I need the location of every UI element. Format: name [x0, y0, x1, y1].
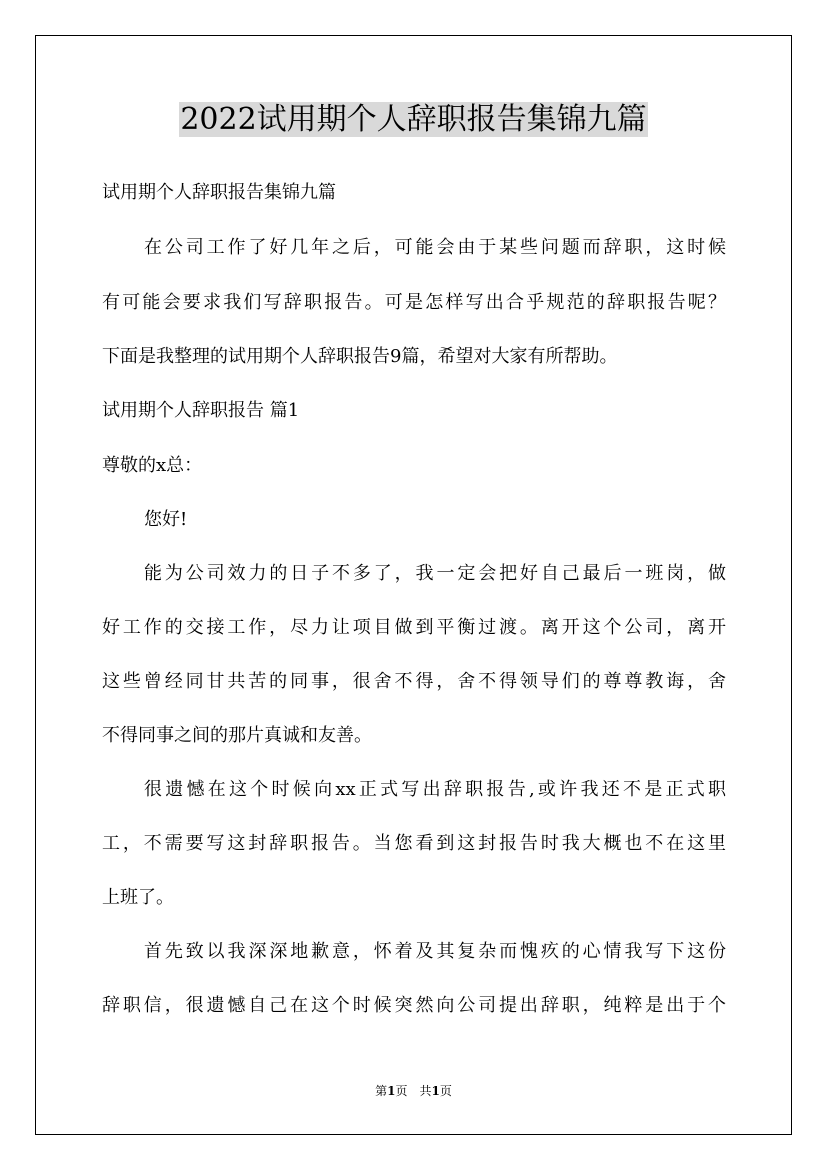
page-footer — [0, 1083, 827, 1099]
subtitle-line: 试用期个人辞职报告集锦九篇 — [102, 182, 336, 203]
greeting-line: 您好! — [144, 509, 188, 530]
salutation-line: 尊敬的x总： — [102, 455, 203, 476]
paragraph-line: 工，不需要写这封辞职报告。当您看到这封报告时我大概也不在这里 — [102, 833, 726, 854]
paragraph-line: 这些曾经同甘共苦的同事，很舍不得，舍不得领导们的尊尊教诲，舍 — [102, 671, 726, 692]
paragraph-line: 有可能会要求我们写辞职报告。可是怎样写出合乎规范的辞职报告呢？ — [102, 292, 726, 313]
paragraph-line: 很遗憾在这个时候向xx正式写出辞职报告,或许我还不是正式职 — [144, 779, 726, 800]
section-heading: 试用期个人辞职报告 篇1 — [102, 400, 300, 421]
paragraph-line: 在公司工作了好几年之后，可能会由于某些问题而辞职，这时候 — [144, 237, 726, 258]
document-title-text: 2022试用期个人辞职报告集锦九篇 — [180, 102, 647, 137]
footer-prefix: 第 — [375, 1084, 388, 1098]
footer-mid: 页 共 — [395, 1084, 432, 1098]
footer-page-current: 1 — [387, 1084, 396, 1098]
paragraph-line: 下面是我整理的试用期个人辞职报告9篇，希望对大家有所帮助。 — [102, 346, 618, 367]
paragraph-line: 好工作的交接工作，尽力让项目做到平衡过渡。离开这个公司，离开 — [102, 617, 726, 638]
paragraph-line: 不得同事之间的那片真诚和友善。 — [102, 725, 372, 746]
paragraph-line: 首先致以我深深地歉意，怀着及其复杂而愧疚的心情我写下这份 — [144, 941, 726, 962]
document-title — [0, 98, 827, 142]
footer-page-total: 1 — [431, 1084, 440, 1098]
paragraph-line: 辞职信，很遗憾自己在这个时候突然向公司提出辞职，纯粹是出于个 — [102, 995, 726, 1016]
paragraph-line: 能为公司效力的日子不多了，我一定会把好自己最后一班岗，做 — [144, 563, 726, 584]
paragraph-line: 上班了。 — [102, 887, 174, 908]
footer-suffix: 页 — [439, 1084, 452, 1098]
